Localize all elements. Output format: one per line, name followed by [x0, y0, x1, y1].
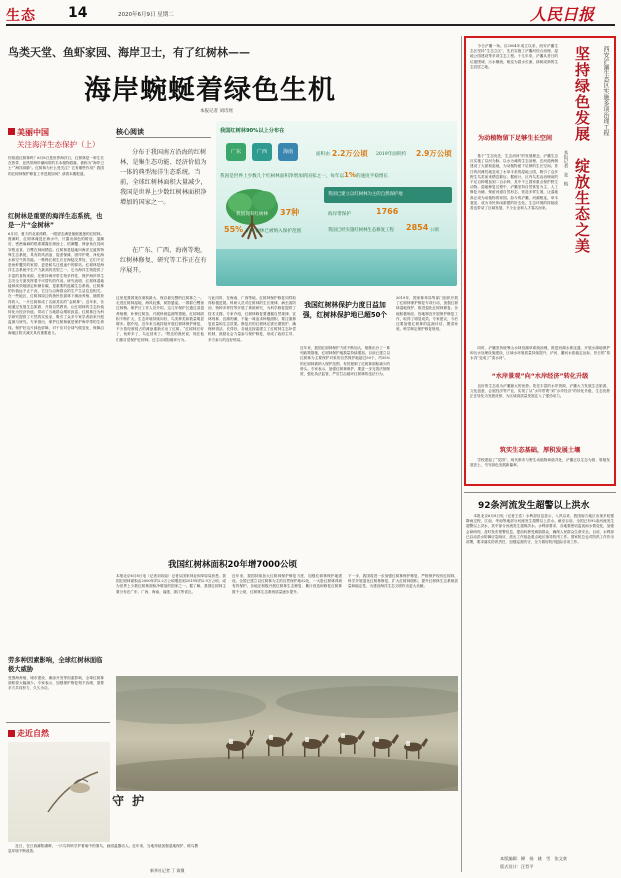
column-name: 美丽中国: [17, 128, 49, 137]
info-growth-label: [220, 171, 456, 179]
main-body-col1: 这里是我国现存面积最大、保存最完整的红树林之一。走进红树林湿地，海风轻拂，树影婆娑，一群群白鹭掠过林梢。保护区工作人员介绍，这几年保护区通过清退养殖塘、补种红树苗、开展科研监测等措施，红树林面积不断扩大，生态环境持续向好，鸟类种类和数量明显增多。据介绍，近年来当地持续开展红树林保护修复，不少曾经被侵占的滩涂重新长出了红树。“红树林长好了，鱼虾多了，鸟也回来了。”附近的渔民说，现在他们都自觉保护红树林，还主动劝阻破坏行为。: [116, 296, 204, 342]
core-reading-rule: [116, 137, 211, 138]
nature-column-icon: [8, 730, 15, 737]
subhead-3: 我国红树林保护力度日益加强，红树林保护地已超50个: [302, 301, 388, 319]
sidebar-subtitle-vertical: 西安浐灞生态区实施多项治理工程: [602, 46, 609, 136]
sidebar-subhead-1: 为动植物留下足够生长空间: [477, 135, 553, 142]
infographic: [216, 121, 457, 286]
sidebar-title-vertical: 坚持绿色发展 绽放生态之美: [573, 46, 591, 254]
nature-title: 守 护: [112, 794, 147, 808]
info-restoration-value: 2854: [406, 223, 429, 232]
info-reserve-label: 我国已建立以红树林为主的自然保护地: [328, 192, 403, 197]
article-headline: 海岸蜿蜒着绿色生机: [84, 75, 336, 106]
sidebar-body-1: 基于“生态优先，生态治河”的发展理念，浐灞生态区实施了以河为脉、以水为魂的生态治理，在河道两侧建设了大面积湿地，为动植物留下足够的生长空间。昔日的河滩荒地变成了水草丰美的湿地公园，吸引了众多野生鸟类前来栖息繁衍。据统计，区内鸟类由治理前的不足百种增加到二百余种，其中不乏国家重点保护野生动物。湿地修复过程中，浐灞坚持自然恢复为主、人工修复为辅，保留河道自然形态，营造多样生境，让湿地真正成为动植物的家园。如今的浐灞，河湖相连，草木葱茏，成为市民休闲游憩的好去处。生态环境的持续改善也带动了区域发展，不少企业和人才慕名而来。: [470, 154, 558, 211]
info-growth-post: 的速度平稳增长: [355, 174, 389, 179]
info-area-to-label: 2019年面积约: [376, 152, 407, 157]
info-species-label: 我国现有红树林: [236, 212, 269, 217]
info-protected-share: 55%: [224, 225, 244, 234]
main-body-row2-col1: 本报北京6月8日电（记者刘诗瑶）记者从国家林业和草原局获悉，我国红树林面积由2000年的2.2万公顷增加到2019年的2.9万公顷，成为世界上少数红树林面积净增加的国家之一。据了解，我国红树林主要分布在广东、广西、海南、福建、浙江等省区。: [116, 574, 226, 594]
main-body-col4: 2019年，国家林草局等部门组织开展了红树林保护修复专项行动，加强红树林湿地保护，推进退化红树林修复。各地积极响应，因地制宜开展保护修复工作，取得了明显成效。专家建议，今后还要加强红树林的监测评估，摸清家底，科学制定保护修复规划。: [396, 296, 458, 332]
info-growth-pre: 我国是世界上少数几个红树林面积净增加的国家之一，每年以: [220, 174, 345, 179]
info-water-band: [216, 249, 457, 286]
core-reading-title: 核心阅读: [116, 128, 144, 136]
info-area-from-label: 面积由: [316, 152, 330, 157]
lower-left-divider: [6, 722, 110, 723]
flood-body: 本报北京6月8日电（记者王浩）水利部信息显示，入汛以来，我国南方地区出现多轮强降雨过程，江南、华南等地部分河流发生超警以上洪水。截至目前，全国已有92条河流发生超警以上洪水，其中部分河流发生超保洪水。水利部要求，各地要密切监视雨水情变化，加强会商研判，及时发布预警信息，提前转移受威胁群众，确保人民群众生命安全。目前，水利部已启动洪水防御应急响应，派出工作组赴重点地区指导防汛工作。国家防总也对防汛工作作出部署，要求落实防汛责任，加强巡查防守，全力做好防汛抢险各项工作。: [466, 514, 614, 545]
left-subhead-1: 红树林是重要的海洋生态系统，也是一片“金树林”: [8, 213, 103, 229]
column-tag-icon: [8, 128, 15, 135]
antelope-herd-illustration: [116, 676, 458, 791]
vertical-divider: [461, 36, 462, 872]
province-badge-hainan: 海南: [278, 143, 298, 161]
info-area-from-value: 2.2万公顷: [332, 149, 368, 158]
main-body-col2: 与此同时，在海南、广西等地，红树林保护修复同样取得积极进展。科研人员对红树林的生长规律、病虫害防治、物种多样性等开展了系统研究，为科学修复提供了技术支撑。专家介绍，红树林修复要遵循自然规律，宜林则林、宜滩则滩，不能一味追求种植面积，要注重修复质量和生态效果。修复后的红树林还需长期管护，确保种得活、长得好。各地还探索建立了红树林生态补偿机制，鼓励社会力量参与保护修复，形成了政府主导、多方参与的良好格局。: [208, 296, 296, 342]
main-body-row2-col2: 近年来，我国持续加大红树林保护修复力度，加强红树林保护地建设。全国已建立以红树林为主的自然保护地52处，一大批红树林得到有效保护。各地还积极开展红树林生态修复，累计营造和修复红树林数千公顷，红树林生态系统质量逐步提升。: [232, 574, 342, 594]
flood-headline: 92条河流发生超警以上洪水: [478, 501, 590, 511]
sidebar-body-2: 同时，浐灞坚持统筹山水林田湖草系统治理，推进河湖水系连通，开展水源地保护和污水处理设施建设，区域水环境质量持续提升，浐河、灞河水质稳定达标，昔日的“臭水沟”变成了“清水河”。: [470, 346, 610, 361]
info-restoration-unit: 公顷: [430, 228, 439, 233]
left-col-body-1: 你知道红树林吗？6月8日是世界海洋日，红树林是一种生长在热带、亚热带海岸潮间带的木本植物群落，被称为“海岸卫士”“海洋绿肺”。红树林为什么受关注？它有哪些作用？我国的红树林保护修复工作进展如何？请看本期报道。: [8, 156, 104, 176]
masthead: 人民日报: [530, 5, 595, 24]
issue-date: 2020年6月9日 星期二: [118, 12, 174, 18]
sidebar-byline-vertical: 本报记者 张 梅: [563, 150, 568, 186]
province-badge-guangxi: 广西: [252, 143, 272, 161]
subhead-4: 我国红树林面积20年增7000公顷: [168, 560, 297, 570]
header-rule: [6, 24, 615, 26]
nature-credit: 新华社记者 丁 霖摄: [150, 868, 185, 873]
left-subhead-2: 劳多种因素影响，全球红树林面临极大威胁: [8, 657, 103, 673]
info-growth-rate: 1%: [344, 171, 356, 179]
lower-right-rule: [464, 492, 616, 493]
main-body-row2-col3: 下一步，我国将进一步加强红树林保护修复，严格保护现有红树林，科学开展退化红树林修复，扩大红树林面积，提升红树林生态系统质量和稳定性，为建设海洋生态文明作出更大贡献。: [348, 574, 458, 589]
info-coast-value: 1766: [376, 207, 399, 216]
article-kicker: 鸟类天堂、鱼虾家园、海岸卫士，有了红树林——: [8, 46, 250, 59]
info-area-to-value: 2.9万公顷: [416, 149, 452, 158]
info-protected-label: 的红树林已被纳入保护范围: [246, 229, 302, 234]
core-reading-p1: 分布于我国南方沿海的红树林，是集生态功能、经济价值为一体的典型海洋生态系统。当前，全球红树林面积大量减少，我国是世界上少数红树林面积净增加的国家之一。: [120, 149, 207, 206]
sidebar-body-3: 良好的生态成为浐灞最大的优势。依托丰富的水岸资源，浐灞大力发展生态旅游、文化创意、会展经济等产业，实现了从“水岸景观”到“水岸经济”的转化升级，生态优势正在转化为发展优势，为区域高质量发展注入了强劲动力。: [470, 384, 610, 399]
article-byline: 本报记者 刘诗瑶: [200, 109, 233, 114]
sidebar-body-4: 学校建起了“花园”，现代都市与野生动植物和谐共处，浐灞正以生态为基、厚植发展沃土，书写绿色发展新篇章。: [470, 458, 610, 468]
info-species-count: 37种: [280, 208, 300, 217]
section-label: 生态: [6, 8, 36, 24]
left-col-body-2: 6月初，夏天的北部湾畔，一眼望去满是郁郁葱葱的红树林。涨潮时，红树林淹没在海水中，只露出绿色的树冠；退潮后，密密麻麻的根系裸露在滩涂上，招潮蟹、弹涂鱼在其间穿梭觅食，白鹭在林间栖息。红树林是陆地向海洋过渡的特殊生态系统，具有防风消浪、促淤保滩、固岸护堤、净化海水和空气的功能。一株株红树生长在海陆交界处，它们不仅是鱼虾蟹贝的家园，更是候鸟迁徙途中的驿站。红树林是海洋生态系统中生产力最高的类型之一，它为海洋生物提供了丰富的食物来源，在维持海岸带生物多样性、保护海岸带生态安全方面发挥着不可替代的作用。研究表明，红树林湿地能够高效地固定和储存碳，是重要的蓝碳生态系统。红树林的价值远不止于此，它还与沿海群众的生产生活息息相关。在一些地区，红树林周边的渔民依靠林下滩涂养殖、捕捞获得收入，一片红树林成了名副其实的“金树林”。近年来，各地通过发展生态旅游、开展自然教育，让红树林的生态价值转化为经济价值，带动了当地群众增收致富。红树林还为科学研究提供了天然的实验室，吸引了众多专家学者前来开展监测与研究。专家指出，保护红树林就是保护海岸带的生命线。保护好这片绿色屏障，对于应对全球气候变化、保障沿海地区防灾减灾具有重要意义。: [8, 232, 104, 335]
info-distribution-label: 我国红树林90%以上分布在: [220, 128, 285, 134]
sidebar-subhead-2: “水岸景观”向“水岸经济”转化升级: [491, 373, 589, 380]
info-coast-label: 海岸带保护: [328, 212, 351, 217]
info-restoration-label: 我国已经实施红树林生态修复工程: [328, 228, 394, 233]
sidebar-intro: 今日浐灞一角。自2004年成立以来，西安浐灞生态区坚持“生态立区”，先后实施了浐灞河综合治理、湿地公园建设等多项生态工程。十几年来，浐灞从昔日的垃圾围城、污水横流，蜕变为碧水长流、绿树成荫的生态宜居之地。: [470, 44, 558, 69]
nature-column-name: 走近自然: [17, 729, 49, 738]
nature-caption: 近日，在江西鄱阳湖畔，一只鸟妈妈守护着巢中的雏鸟，画面温馨动人。近年来，当地持续加强湿地保护，候鸟栖息环境不断改善。: [8, 844, 198, 854]
left-col-body-3: 受围海养殖、城市建设、滩涂开发等因素影响，全球红树林面积曾大幅减少。专家表示，加强保护修复刻不容缓，需要多方共同努力，久久为功。: [8, 676, 104, 691]
province-badge-guangdong: 广东: [226, 143, 246, 161]
main-body-col3: 近年来，我国红树林保护力度不断加大，相继出台了一系列政策措施，红树林保护地数量持续增加。目前已建立以红树林为主要保护对象的自然保护地超过50个，约55%的红树林被纳入保护范围，有效遏制了红树林面积减少的势头。专家表示，加强红树林保护，要进一步完善法规制度，强化执法监管，严厉打击破坏红树林的违法行为。: [300, 346, 390, 377]
core-reading-p2: 在广东、广西、海南等地，红树林修复、研究等工作正在有序展开。: [120, 247, 207, 274]
sidebar-subhead-3: 筑实生态基础，厚积发展土壤: [499, 447, 581, 454]
editor-credit: 本版编辑：柳 扬 姚 雪 张文豪: [500, 856, 568, 861]
nature-body: [8, 800, 108, 840]
page-number: 14: [68, 5, 88, 21]
layout-credit: 版式设计：汪哲平: [500, 864, 534, 869]
wildlife-photo: [116, 676, 458, 791]
column-subtitle: 关注海洋生态保护（上）: [17, 140, 100, 149]
